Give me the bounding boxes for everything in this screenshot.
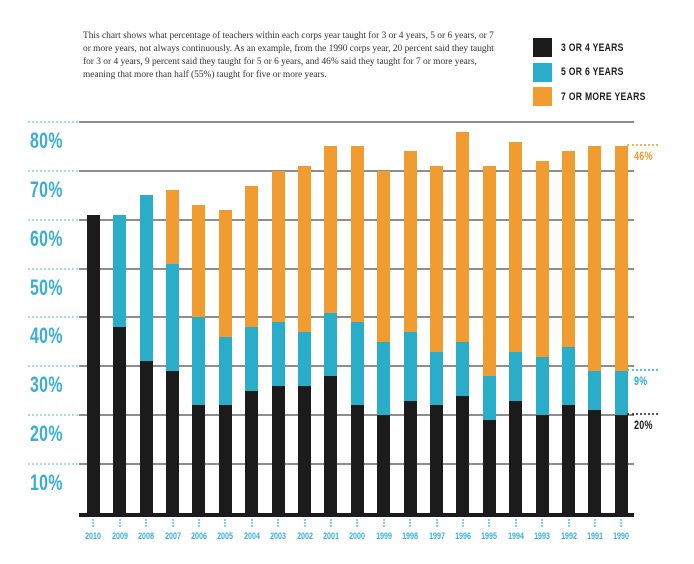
legend-label-3-or-4-years: 3 OR 4 YEARS <box>561 41 624 54</box>
bar-2005-7-or-more-years <box>219 210 232 337</box>
bar-1994-5-or-6-years <box>509 352 522 401</box>
bar-2001-7-or-more-years <box>324 146 337 312</box>
gridline-dotted-20 <box>28 414 78 416</box>
x-axis-label-1991: 1991 <box>586 531 603 542</box>
bar-2009-3-or-4-years <box>113 327 126 513</box>
x-tick-1998 <box>409 519 411 527</box>
x-tick-1995 <box>488 519 490 527</box>
x-tick-2009 <box>119 519 121 527</box>
bar-1994-7-or-more-years <box>509 142 522 352</box>
x-tick-2010 <box>92 519 94 527</box>
gridline-dotted-70 <box>28 170 78 172</box>
gridline-dotted-80 <box>28 121 78 123</box>
bar-2003-7-or-more-years <box>272 171 285 323</box>
y-axis-tick-label-60: 60% <box>30 225 63 251</box>
x-axis-label-1993: 1993 <box>534 531 551 542</box>
y-axis-tick-label-30: 30% <box>30 372 63 398</box>
bar-2007-3-or-4-years <box>166 371 179 513</box>
x-tick-1992 <box>568 519 570 527</box>
y-axis-tick-label-10: 10% <box>30 470 63 496</box>
y-axis-tick-label-20: 20% <box>30 421 63 447</box>
x-tick-1994 <box>515 519 517 527</box>
annotation-label-46pct: 46% <box>634 151 653 164</box>
annotation-line-46pct <box>627 144 658 146</box>
bar-2000-5-or-6-years <box>351 322 364 405</box>
bar-2006-5-or-6-years <box>192 317 205 405</box>
bar-2003-3-or-4-years <box>272 386 285 513</box>
x-tick-2002 <box>304 519 306 527</box>
x-axis-label-1996: 1996 <box>454 531 471 542</box>
x-tick-1993 <box>541 519 543 527</box>
bar-1993-7-or-more-years <box>536 161 549 357</box>
bar-1998-7-or-more-years <box>404 151 417 332</box>
bar-1990-5-or-6-years <box>615 371 628 415</box>
bar-2006-3-or-4-years <box>192 405 205 513</box>
gridline-dotted-30 <box>28 365 78 367</box>
x-axis-label-2003: 2003 <box>270 531 287 542</box>
bar-1997-3-or-4-years <box>430 405 443 513</box>
bar-2004-5-or-6-years <box>245 327 258 391</box>
annotation-line-20pct <box>627 413 658 415</box>
bar-2001-3-or-4-years <box>324 376 337 513</box>
x-axis-label-1992: 1992 <box>560 531 577 542</box>
bar-2007-5-or-6-years <box>166 264 179 372</box>
bar-1991-7-or-more-years <box>588 146 601 371</box>
bar-1995-7-or-more-years <box>483 166 496 376</box>
bar-1992-7-or-more-years <box>562 151 575 347</box>
bar-2009-5-or-6-years <box>113 215 126 327</box>
x-axis-label-2007: 2007 <box>164 531 181 542</box>
y-axis-tick-label-50: 50% <box>30 274 63 300</box>
annotation-label-9pct: 9% <box>634 376 648 389</box>
x-tick-2003 <box>277 519 279 527</box>
bar-2001-5-or-6-years <box>324 313 337 377</box>
x-tick-2007 <box>172 519 174 527</box>
bar-1998-3-or-4-years <box>404 401 417 513</box>
x-axis-label-2002: 2002 <box>296 531 313 542</box>
x-axis-label-1990: 1990 <box>613 531 630 542</box>
bar-1992-5-or-6-years <box>562 347 575 406</box>
bar-1994-3-or-4-years <box>509 401 522 513</box>
y-axis-tick-label-40: 40% <box>30 323 63 349</box>
x-tick-2005 <box>224 519 226 527</box>
x-axis-label-2000: 2000 <box>349 531 366 542</box>
x-axis-label-1995: 1995 <box>481 531 498 542</box>
bar-1990-3-or-4-years <box>615 415 628 513</box>
bar-1999-3-or-4-years <box>377 415 390 513</box>
x-tick-2000 <box>356 519 358 527</box>
bar-2002-3-or-4-years <box>298 386 311 513</box>
bar-1990-7-or-more-years <box>615 146 628 371</box>
annotation-label-20pct: 20% <box>634 420 653 433</box>
bar-1999-5-or-6-years <box>377 342 390 415</box>
bar-2002-5-or-6-years <box>298 332 311 386</box>
bar-2004-7-or-more-years <box>245 186 258 328</box>
bar-1998-5-or-6-years <box>404 332 417 400</box>
bar-2005-5-or-6-years <box>219 337 232 405</box>
bar-1996-5-or-6-years <box>456 342 469 396</box>
x-axis-label-1997: 1997 <box>428 531 445 542</box>
bar-2006-7-or-more-years <box>192 205 205 317</box>
x-tick-2006 <box>198 519 200 527</box>
x-tick-1991 <box>594 519 596 527</box>
x-axis-label-2004: 2004 <box>243 531 260 542</box>
x-axis-label-2006: 2006 <box>190 531 207 542</box>
x-tick-2004 <box>251 519 253 527</box>
x-axis-label-2008: 2008 <box>138 531 155 542</box>
bar-2004-3-or-4-years <box>245 391 258 513</box>
gridline-dotted-40 <box>28 316 78 318</box>
bar-1997-7-or-more-years <box>430 166 443 352</box>
bar-1997-5-or-6-years <box>430 352 443 406</box>
x-axis-label-2001: 2001 <box>322 531 339 542</box>
bar-1995-5-or-6-years <box>483 376 496 420</box>
x-tick-2008 <box>145 519 147 527</box>
bar-2010-3-or-4-years <box>87 215 100 513</box>
bar-2002-7-or-more-years <box>298 166 311 332</box>
x-tick-1999 <box>383 519 385 527</box>
bar-1996-3-or-4-years <box>456 396 469 513</box>
gridline-80 <box>79 121 634 123</box>
x-tick-1997 <box>436 519 438 527</box>
legend-label-7-or-more-years: 7 OR MORE YEARS <box>561 90 646 103</box>
bar-2008-3-or-4-years <box>140 361 153 513</box>
chart-description: This chart shows what percentage of teachers within each corps year taught for 3 or 4 years, 5 or 6 years, or 7 or more years, not always continuously. As an example, from the 1990 corps year, 20 percent said they taught for 3 or 4 years, 9 percent said they taught for 5 or 6 years, and 46% said they taught for 7 or more years, meaning that more than half (55%) taught for five or more years. <box>83 31 494 80</box>
x-tick-1996 <box>462 519 464 527</box>
bar-1991-5-or-6-years <box>588 371 601 410</box>
y-axis-tick-label-70: 70% <box>30 176 63 202</box>
bar-2000-3-or-4-years <box>351 405 364 513</box>
bar-2000-7-or-more-years <box>351 146 364 322</box>
x-axis-label-2009: 2009 <box>111 531 128 542</box>
gridline-dotted-10 <box>28 463 78 465</box>
bar-1995-3-or-4-years <box>483 420 496 513</box>
bar-2007-7-or-more-years <box>166 190 179 263</box>
x-tick-1990 <box>620 519 622 527</box>
legend-label-5-or-6-years: 5 OR 6 YEARS <box>561 66 624 78</box>
x-tick-2001 <box>330 519 332 527</box>
bar-1993-3-or-4-years <box>536 415 549 513</box>
bar-1991-3-or-4-years <box>588 410 601 513</box>
bar-2008-5-or-6-years <box>140 195 153 361</box>
bar-1993-5-or-6-years <box>536 357 549 416</box>
x-axis-label-2010: 2010 <box>85 531 102 542</box>
bar-1996-7-or-more-years <box>456 132 469 342</box>
x-axis-label-1994: 1994 <box>507 531 524 542</box>
x-axis-label-1999: 1999 <box>375 531 392 542</box>
x-axis-label-2005: 2005 <box>217 531 234 542</box>
x-axis-line <box>79 513 634 517</box>
gridline-dotted-50 <box>28 268 78 270</box>
bar-2005-3-or-4-years <box>219 405 232 513</box>
y-axis-tick-label-80: 80% <box>30 127 63 153</box>
x-axis-label-1998: 1998 <box>402 531 419 542</box>
gridline-dotted-60 <box>28 219 78 221</box>
bar-1999-7-or-more-years <box>377 171 390 342</box>
annotation-line-9pct <box>627 369 658 371</box>
bar-1992-3-or-4-years <box>562 405 575 513</box>
bar-2003-5-or-6-years <box>272 322 285 386</box>
